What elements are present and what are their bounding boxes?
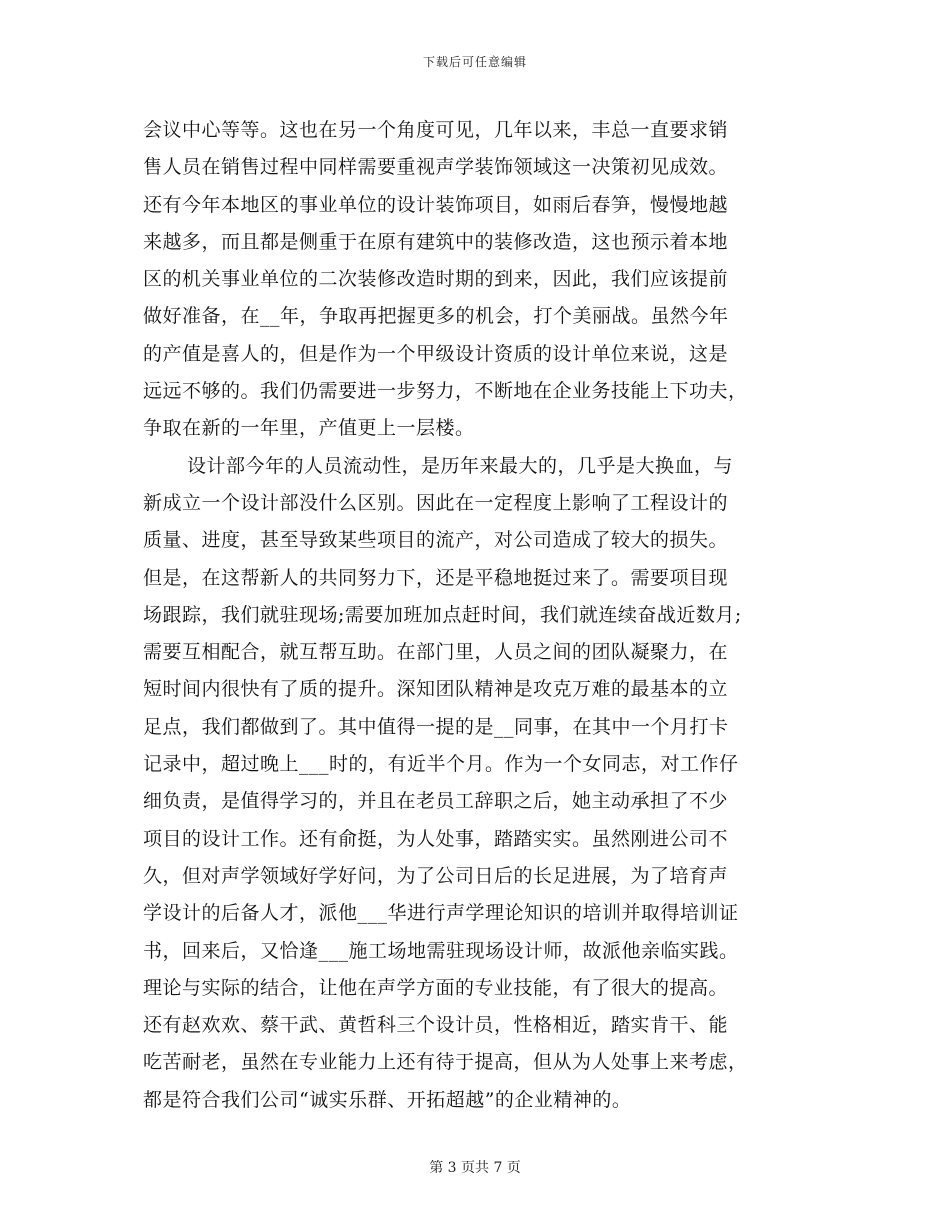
text-line: 争取在新的一年里，产值更上一层楼。: [143, 417, 475, 440]
text-line: 区的机关事业单位的二次装修改造时期的到来，因此，我们应该提前: [143, 268, 729, 291]
text-line: 设计部今年的人员流动性，是历年来最大的，几乎是大换血，与: [187, 454, 734, 477]
text-line: 细负责，是值得学习的，并且在老员工辞职之后，她主动承担了不少: [143, 790, 729, 813]
text-line: 记录中，超过晚上___时的，有近半个月。作为一个女同志，对工作仔: [143, 753, 739, 776]
text-line: 新成立一个设计部没什么区别。因此在一定程度上影响了工程设计的: [143, 491, 729, 514]
text-line: 吃苦耐老，虽然在专业能力上还有待于提高，但从为人处事上来考虑，: [143, 1051, 748, 1074]
page-number: 第 3 页共 7 页: [429, 1160, 521, 1176]
text-line: 学设计的后备人才，派他___华进行声学理论知识的培训并取得培训证: [143, 902, 739, 925]
text-line: 做好准备，在__年，争取再把握更多的机会，打个美丽战。虽然今年: [143, 305, 729, 328]
paragraph-1: [143, 112, 813, 448]
text-line: 理论与实际的结合，让他在声学方面的专业技能，有了很大的提高。: [143, 976, 729, 999]
text-line: 久，但对声学领域好学好问，为了公司日后的长足进展，为了培育声: [143, 864, 729, 887]
paragraph-2: [143, 448, 813, 1119]
text-line: 但是，在这帮新人的共同努力下，还是平稳地挺过来了。需要项目现: [143, 566, 729, 589]
text-line: 还有赵欢欢、蔡干武、黄哲科三个设计员，性格相近，踏实肯干、能: [143, 1014, 729, 1037]
document-body: [143, 112, 813, 1119]
text-line: 质量、进度，甚至导致某些项目的流产，对公司造成了较大的损失。: [143, 529, 729, 552]
text-line: 都是符合我们公司“诚实乐群、开拓超越”的企业精神的。: [143, 1088, 632, 1111]
text-line: 书，回来后，又恰逢___施工场地需驻现场设计师，故派他亲临实践。: [143, 939, 739, 962]
text-line: 会议中心等等。这也在另一个角度可见，几年以来，丰总一直要求销: [143, 119, 729, 141]
text-line: 场跟踪，我们就驻现场;需要加班加点赶时间，我们就连续奋战近数月;: [143, 603, 742, 626]
text-line: 售人员在销售过程中同样需要重视声学装饰领域这一决策初见成效。: [143, 156, 729, 179]
text-line: 足点，我们都做到了。其中值得一提的是__同事，在其中一个月打卡: [143, 715, 729, 738]
text-line: 来越多，而且都是侧重于在原有建筑中的装修改造，这也预示着本地: [143, 230, 729, 253]
text-line: 远远不够的。我们仍需要进一步努力，不断地在企业务技能上下功夫，: [143, 380, 748, 403]
text-line: 项目的设计工作。还有俞挺，为人处事，踏踏实实。虽然刚进公司不: [143, 827, 729, 850]
text-line: 短时间内很快有了质的提升。深知团队精神是攻克万难的最基本的立: [143, 678, 729, 701]
page-header: 下载后可任意编辑: [422, 55, 527, 69]
text-line: 还有今年本地区的事业单位的设计装饰项目，如雨后春笋，慢慢地越: [143, 193, 729, 216]
text-line: 的产值是喜人的，但是作为一个甲级设计资质的设计单位来说，这是: [143, 342, 729, 365]
text-line: 需要互相配合，就互帮互助。在部门里，人员之间的团队凝聚力，在: [143, 641, 729, 664]
